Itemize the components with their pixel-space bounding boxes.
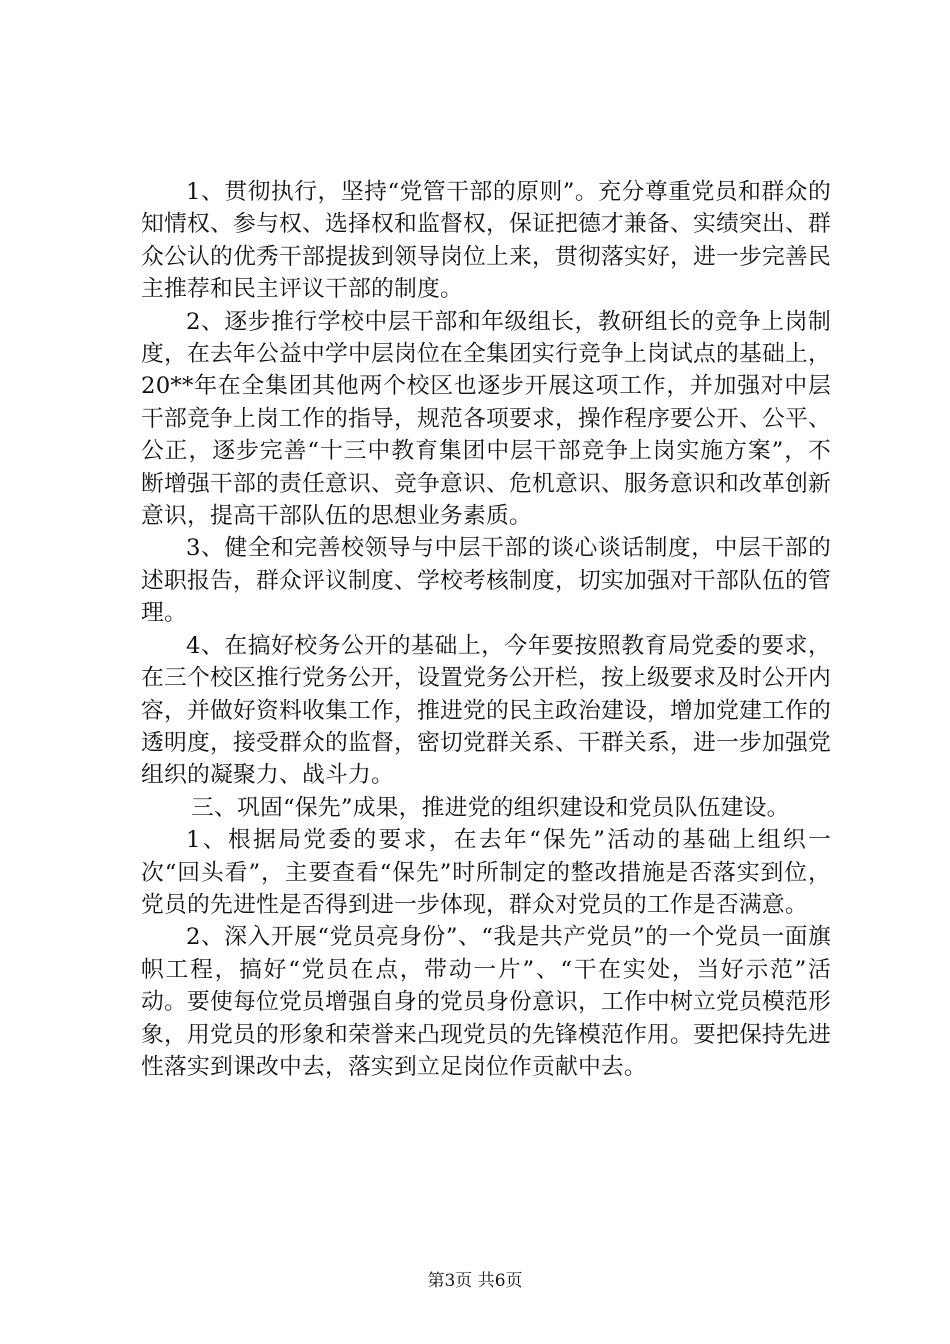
page-number-footer: 第3页 共6页 bbox=[427, 1271, 523, 1291]
paragraph-member-identity: 2、深入开展“党员亮身份”、“我是共产党员”的一个党员一面旗帜工程，搞好“党员在点，带动一片”、“干在实处，当好示范”活动。要使每位党员增强自身的党员身份意识，工作中树立党员模范形象，用党员的形象和荣誉来凸现党员的先锋模范作用。要把保持先进性落实到课改中去，落实到立足岗位作贡献中去。 bbox=[141, 924, 831, 1080]
paragraph-look-back: 1、根据局党委的要求，在去年“保先”活动的基础上组织一次“回头看”，主要查看“保先”时所制定的整改措施是否落实到位，党员的先进性是否得到进一步体现，群众对党员的工作是否满意。 bbox=[141, 827, 831, 918]
document-body bbox=[141, 176, 831, 1083]
paragraph-competitive-posts: 2、逐步推行学校中层干部和年级组长，教研组长的竞争上岗制度，在去年公益中学中层岗位在全集团实行竞争上岗试点的基础上，20**年在全集团其他两个校区也逐步开展这项工作，并加强对中层干部竞争上岗工作的指导，规范各项要求，操作程序要公开、公平、公正，逐步完善“十三中教育集团中层干部竞争上岗实施方案”，不断增强干部的责任意识、竞争意识、危机意识、服务意识和改革创新意识，提高干部队伍的思想业务素质。 bbox=[141, 308, 831, 530]
paragraph-cadre-principle: 1、贯彻执行，坚持“党管干部的原则”。充分尊重党员和群众的知情权、参与权、选择权和监督权，保证把德才兼备、实绩突出、群众公认的优秀干部提拔到领导岗位上来，贯彻落实好，进一步完善民主推荐和民主评议干部的制度。 bbox=[141, 179, 831, 303]
paragraph-talk-system: 3、健全和完善校领导与中层干部的谈心谈话制度，中层干部的述职报告，群众评议制度、学校考核制度，切实加强对干部队伍的管理。 bbox=[141, 535, 831, 627]
paragraph-party-affairs-openness: 4、在搞好校务公开的基础上，今年要按照教育局党委的要求，在三个校区推行党务公开，设置党务公开栏，按上级要求及时公开内容，并做好资料收集工作，推进党的民主政治建设，增加党建工作的透明度，接受群众的监督，密切党群关系、干群关系，进一步加强党组织的凝聚力、战斗力。 bbox=[141, 632, 831, 789]
section-heading-consolidate: 三、巩固“保先”成果，推进党的组织建设和党员队伍建设。 bbox=[191, 794, 790, 821]
